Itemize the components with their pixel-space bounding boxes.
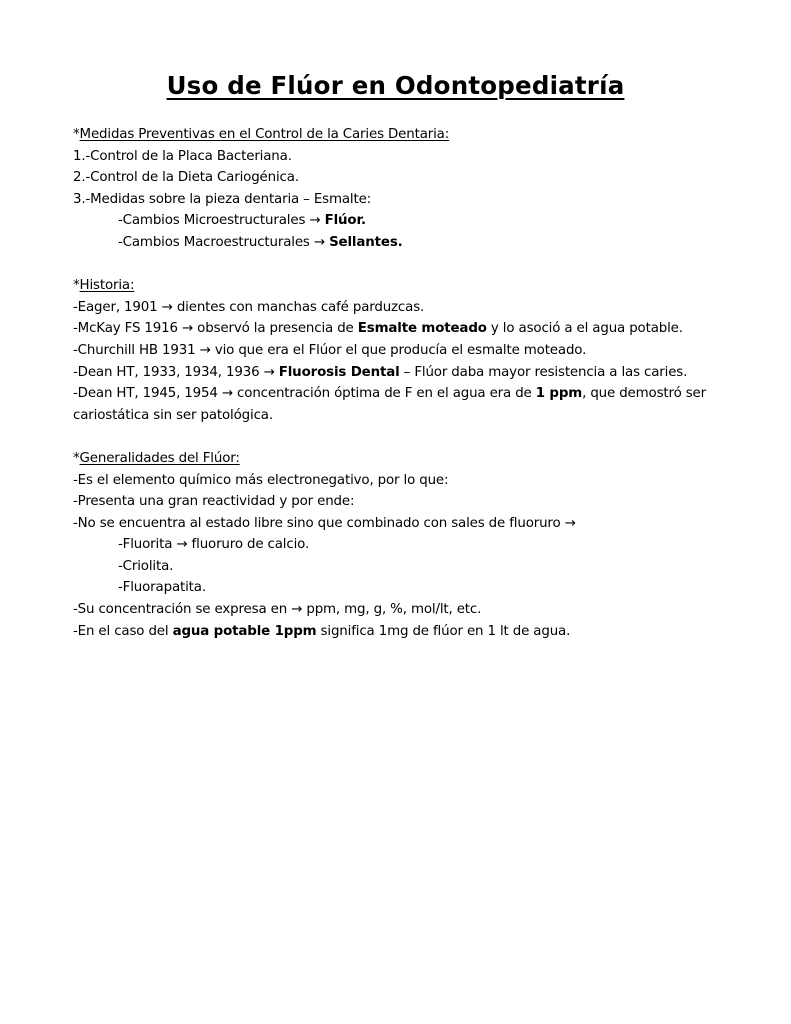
arrow-right-icon: →	[199, 342, 211, 358]
arrow-right-icon: →	[263, 364, 275, 380]
general-item: -Es el elemento químico más electronegativo, por lo que:	[73, 472, 449, 488]
sub-item: -Fluorapatita.	[118, 580, 206, 596]
general-item: -En el caso del agua potable 1ppm significa 1mg de flúor en 1 lt de agua.	[73, 623, 571, 639]
arrow-right-icon: →	[291, 602, 303, 618]
sub-item: -Fluorita → fluoruro de calcio.	[73, 534, 763, 556]
spacer	[73, 254, 763, 276]
spacer	[73, 426, 763, 448]
history-item: -Dean HT, 1945, 1954 → concentración óptima de F en el agua era de 1 ppm, que demostró ser cariostática sin ser patológica.	[73, 383, 763, 426]
history-item: -Eager, 1901 → dientes con manchas café parduzcas.	[73, 297, 763, 319]
section-heading-historia: *Historia:	[73, 278, 135, 294]
arrow-right-icon: →	[182, 321, 194, 337]
history-item: -Dean HT, 1933, 1934, 1936 → Fluorosis Dental – Flúor daba mayor resistencia a las caries.	[73, 362, 763, 384]
list-item: 2.-Control de la Dieta Cariogénica.	[73, 170, 299, 186]
arrow-right-icon: →	[309, 213, 321, 229]
general-item: -No se encuentra al estado libre sino que combinado con sales de fluoruro →	[73, 513, 763, 535]
general-item: -Su concentración se expresa en → ppm, mg, g, %, mol/lt, etc.	[73, 599, 763, 621]
history-item: -Churchill HB 1931 → vio que era el Flúor el que producía el esmalte moteado.	[73, 340, 763, 362]
arrow-right-icon: →	[176, 537, 188, 553]
document-title: Uso de Flúor en Odontopediatría	[166, 71, 625, 100]
sub-item: -Criolita.	[118, 558, 174, 574]
sub-item: -Cambios Macroestructurales → Sellantes.	[73, 232, 763, 254]
history-item: -McKay FS 1916 → observó la presencia de Esmalte moteado y lo asoció a el agua potable.	[73, 318, 763, 340]
section-heading-generalidades: *Generalidades del Flúor:	[73, 450, 240, 466]
document-body	[73, 124, 763, 642]
general-item: -Presenta una gran reactividad y por ende:	[73, 494, 355, 510]
list-item: 3.-Medidas sobre la pieza dentaria – Esmalte:	[73, 191, 372, 207]
sub-item: -Cambios Microestructurales → Flúor.	[73, 210, 763, 232]
arrow-right-icon: →	[313, 234, 325, 250]
section-heading-medidas: *Medidas Preventivas en el Control de la Caries Dentaria:	[73, 127, 450, 142]
list-item: 1.-Control de la Placa Bacteriana.	[73, 148, 292, 164]
arrow-right-icon: →	[564, 515, 576, 531]
arrow-right-icon: →	[161, 299, 173, 315]
arrow-right-icon: →	[221, 386, 233, 402]
